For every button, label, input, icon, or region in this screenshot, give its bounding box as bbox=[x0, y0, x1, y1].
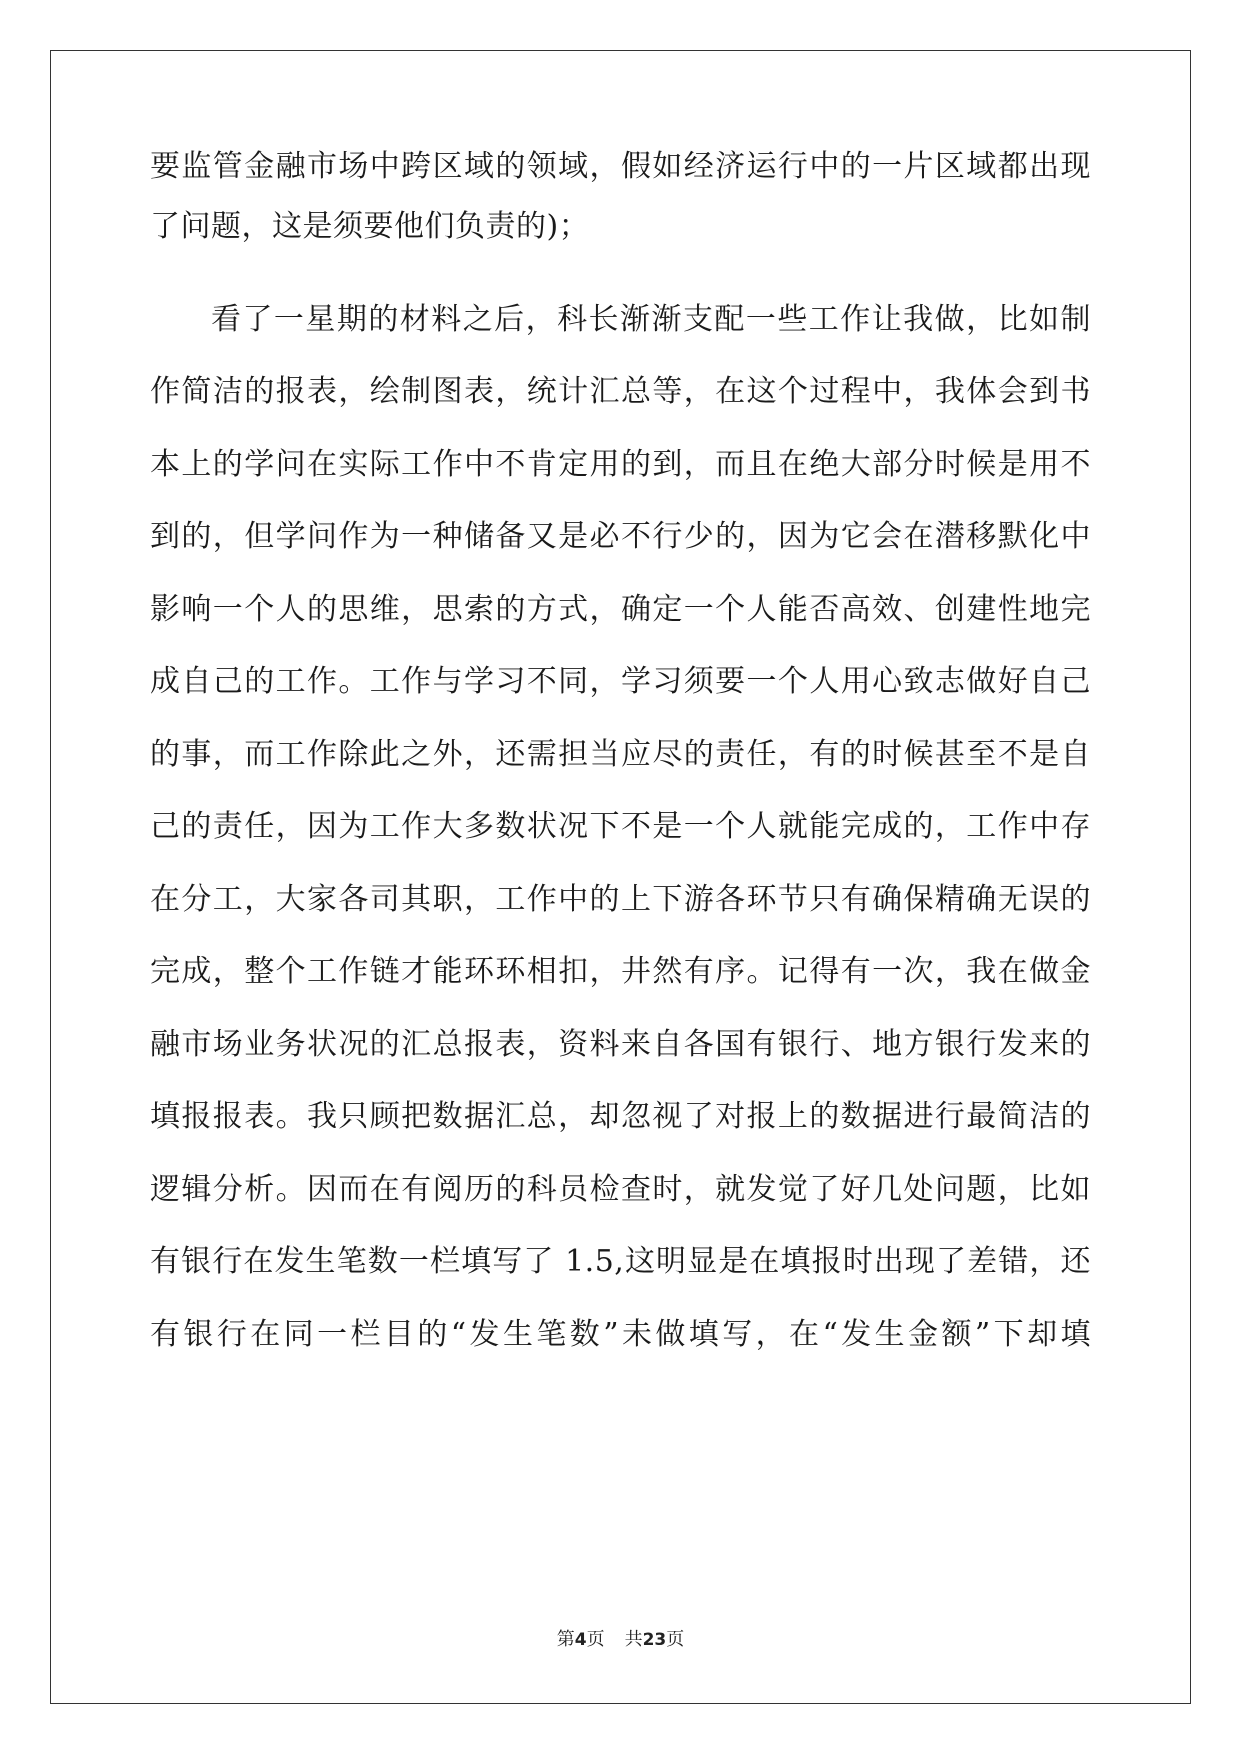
text-line: 成自己的工作。工作与学习不同，学习须要一个人用心致志做好自己 bbox=[150, 664, 1091, 699]
text-line: 了问题，这是须要他们负责的)； bbox=[150, 209, 590, 244]
page-prefix: 第 bbox=[556, 1629, 575, 1650]
text-line: 有银行在发生笔数一栏填写了 1.5,这明显是在填报时出现了差错，还 bbox=[150, 1244, 1091, 1279]
page-suffix: 页 bbox=[586, 1629, 605, 1650]
text-line: 填报报表。我只顾把数据汇总，却忽视了对报上的数据进行最简洁的 bbox=[150, 1099, 1091, 1134]
text-line: 到的，但学问作为一种储备又是必不行少的，因为它会在潜移默化中 bbox=[150, 519, 1091, 554]
paragraph-first-line: 看了一星期的材料之后，科长渐渐支配一些工作让我做，比如制 bbox=[211, 302, 1091, 337]
text-line: 在分工，大家各司其职，工作中的上下游各环节只有确保精确无误的 bbox=[150, 882, 1091, 917]
text-line: 本上的学问在实际工作中不肯定用的到，而且在绝大部分时候是用不 bbox=[150, 447, 1091, 482]
text-line: 逻辑分析。因而在有阅历的科员检查时，就发觉了好几处问题，比如 bbox=[150, 1172, 1091, 1207]
page-number: 4 bbox=[574, 1630, 587, 1650]
total-pages: 23 bbox=[642, 1630, 667, 1650]
text-line: 己的责任，因为工作大多数状况下不是一个人就能完成的，工作中存 bbox=[150, 809, 1091, 844]
page-border bbox=[50, 50, 1191, 1704]
text-line: 的事，而工作除此之外，还需担当应尽的责任，有的时候甚至不是自 bbox=[150, 737, 1091, 772]
text-line: 融市场业务状况的汇总报表，资料来自各国有银行、地方银行发来的 bbox=[150, 1027, 1091, 1062]
text-line: 完成，整个工作链才能环环相扣，井然有序。记得有一次，我在做金 bbox=[150, 954, 1091, 989]
text-line: 作简洁的报表，绘制图表，统计汇总等，在这个过程中，我体会到书 bbox=[150, 374, 1091, 409]
text-line: 要监管金融市场中跨区域的领域，假如经济运行中的一片区域都出现 bbox=[150, 149, 1091, 184]
total-suffix: 页 bbox=[666, 1629, 685, 1650]
text-line: 有银行在同一栏目的“发生笔数”未做填写，在“发生金额”下却填 bbox=[150, 1317, 1091, 1352]
page-footer bbox=[0, 1628, 1241, 1652]
total-prefix: 共 bbox=[624, 1629, 643, 1650]
text-line: 影响一个人的思维，思索的方式，确定一个人能否高效、创建性地完 bbox=[150, 592, 1091, 627]
